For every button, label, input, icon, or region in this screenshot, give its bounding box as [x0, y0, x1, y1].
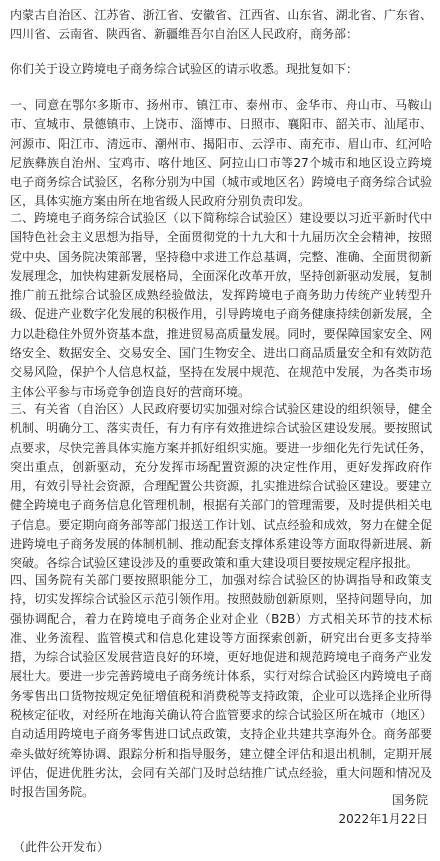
publication-note: （此件公开发布） — [13, 840, 110, 854]
paragraph-2: 二、跨境电子商务综合试验区（以下简称综合试验区）建设要以习近平新时代中国特色社会主义思想为指导，全面贯彻党的十九大和十九届历次全会精神，按照党中央、国务院决策部署，坚持稳中求进工作总基调，完整、准确、全面贯彻新发展理念，加快构建新发展格局，全面深化改革开放，坚持创新驱动发展，复制推广前五批综合试验区成熟经验做法，发挥跨境电子商务助力传统产业转型升级、促进产业数字化发展的积极作用，引导跨境电子商务健康持续创新发展，全力以赴稳住外贸外资基本盘，推进贸易高质量发展。同时，要保障国家安全、网络安全、数据安全、交易安全、国门生物安全、进出口商品质量安全和有效防范交易风险，保护个人信息权益，坚持在发展中规范、在规范中发展，为各类市场主体公平参与市场竞争创造良好的营商环境。 — [10, 211, 432, 399]
signature-organization: 国务院 — [391, 793, 428, 807]
signature-date: 2022年1月22日 — [338, 812, 428, 826]
salutation: 你们关于设立跨境电子商务综合试验区的请示收悉。现批复如下： — [10, 62, 359, 76]
addressee: 内蒙古自治区、江苏省、浙江省、安徽省、江西省、山东省、湖北省、广东省、四川省、云南省、陕西省、新疆维吾尔自治区人民政府，商务部： — [10, 8, 432, 41]
paragraph-1: 一、同意在鄂尔多斯市、扬州市、镇江市、泰州市、金华市、舟山市、马鞍山市、宣城市、景德镇市、上饶市、淄博市、日照市、襄阳市、韶关市、汕尾市、河源市、阳江市、清远市、潮州市、揭阳市、云浮市、南充市、眉山市、红河哈尼族彝族自治州、宝鸡市、喀什地区、阿拉山口市等27个城市和地区设立跨境电子商务综合试验区，名称分别为中国（城市或地区名）跨境电子商务综合试验区，具体实施方案由所在地省级人民政府分别负责印发。 — [10, 98, 432, 209]
paragraph-3: 三、有关省（自治区）人民政府要切实加强对综合试验区建设的组织领导，健全机制、明确分工、落实责任，有力有序有效推进综合试验区建设发展。要按照试点要求，尽快完善具体实施方案并抓好组织实施。要进一步细化先行先试任务，突出重点，创新驱动，充分发挥市场配置资源的决定性作用，更好发挥政府作用，有效引导社会资源，合理配置公共资源，扎实推进综合试验区建设。要建立健全跨境电子商务信息化管理机制，根据有关部门的管理需要，及时提供相关电子信息。要定期向商务部等部门报送工作计划、试点经验和成效，努力在健全促进跨境电子商务发展的体制机制、推动配套支撑体系建设等方面取得新进展、新突破。各综合试验区建设涉及的重要政策和重大建设项目要按规定程序报批。 — [10, 402, 432, 571]
paragraph-4: 四、国务院有关部门要按照职能分工，加强对综合试验区的协调指导和政策支持，切实发挥综合试验区示范引领作用。按照鼓励创新原则，坚持问题导向，加强协调配合，着力在跨境电子商务企业对企业（B2B）方式相关环节的技术标准、业务流程、监管模式和信息化建设等方面探索创新，研究出台更多支持举措，为综合试验区发展营造良好的环境，更好地促进和规范跨境电子商务产业发展壮大。要进一步完善跨境电子商务统计体系，实行对综合试验区内跨境电子商务零售出口货物按规定免征增值税和消费税等支持政策，企业可以选择企业所得税核定征收，对经所在地海关确认符合监管要求的综合试验区所在城市（地区）自动适用跨境电子商务零售进口试点政策，支持企业共建共享海外仓。商务部要牵头做好统筹协调、跟踪分析和指导服务，建立健全评估和退出机制，定期开展评估，促进优胜劣汰，会同有关部门及时总结推广试点经验，重大问题和情况及时报告国务院。 — [10, 573, 432, 800]
